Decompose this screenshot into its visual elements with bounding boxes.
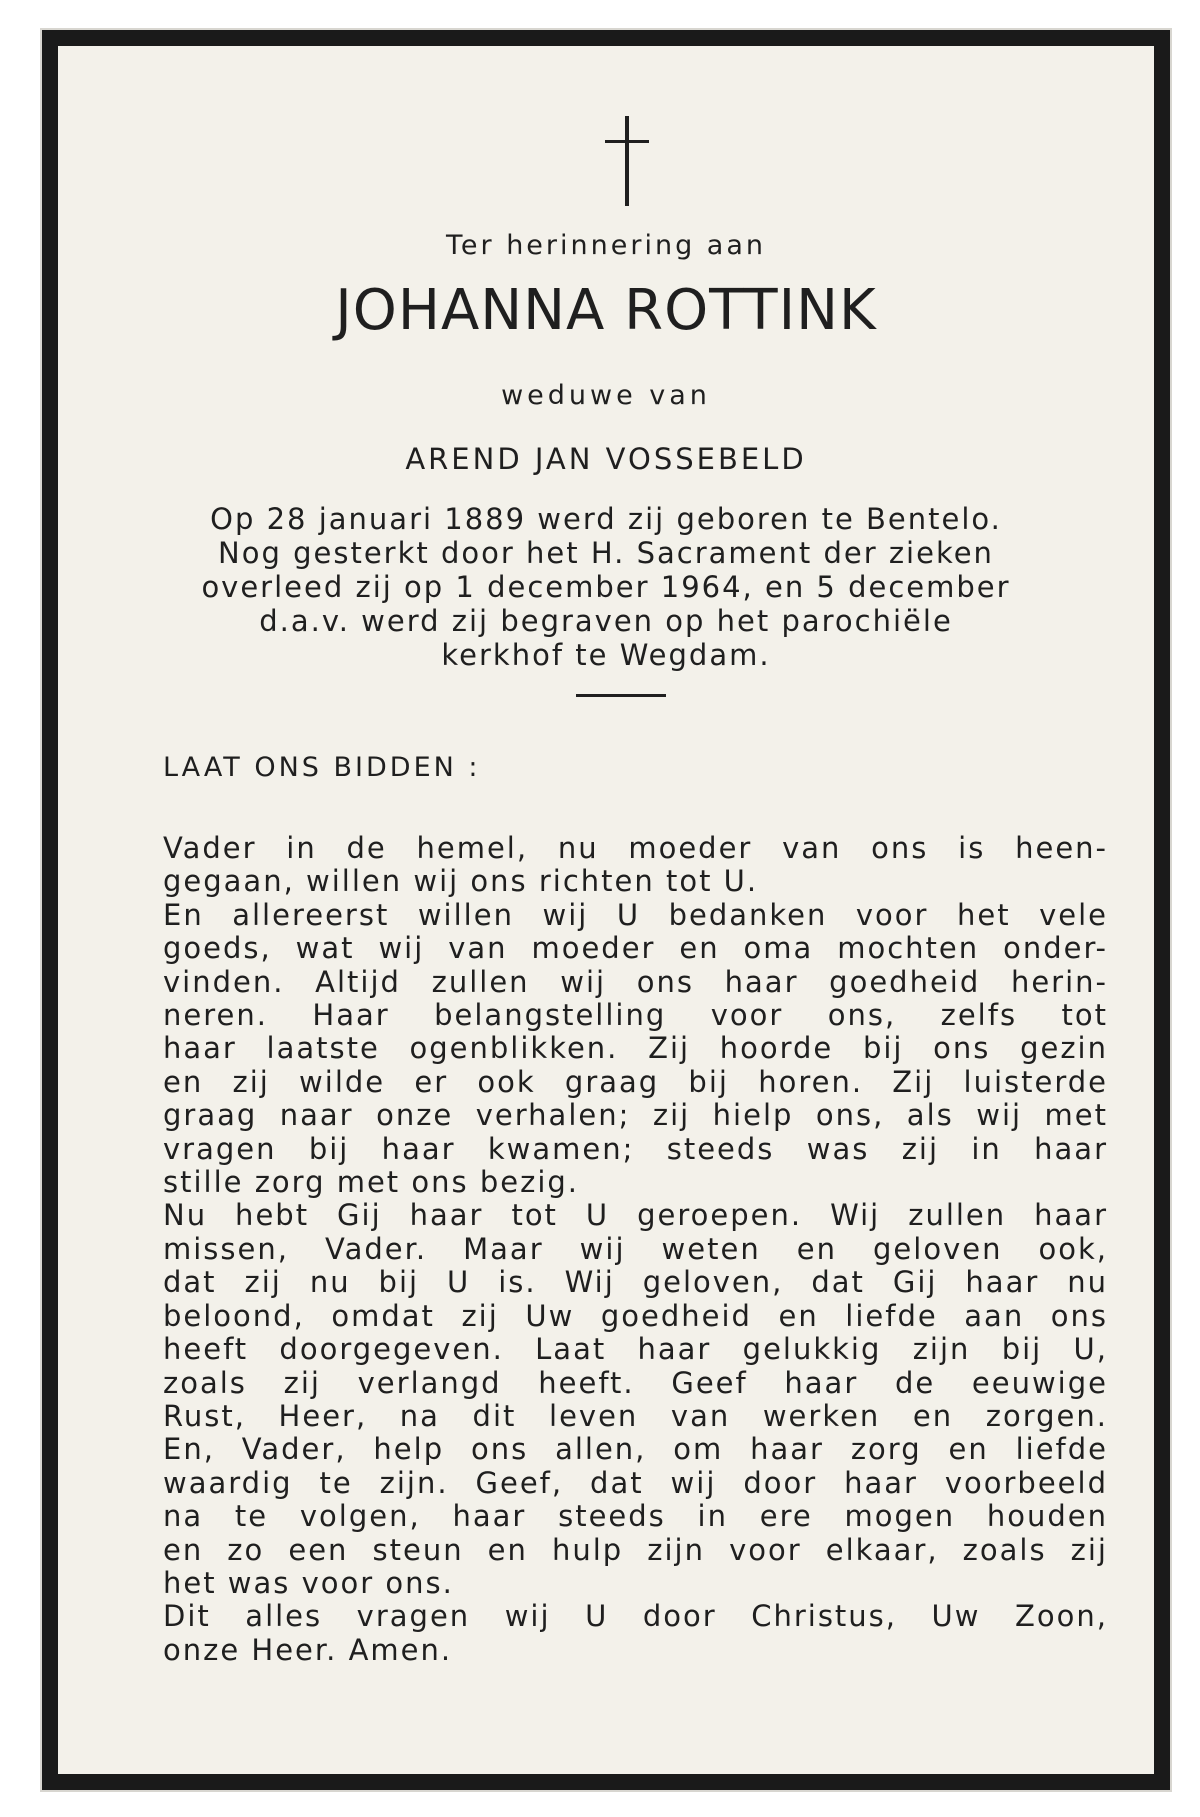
prayer-text xyxy=(163,832,1108,1667)
prayer-line: beloond, omdat zij Uw goedheid en liefde aan ons xyxy=(163,1298,1108,1333)
cross-icon xyxy=(605,116,649,206)
memorial-card xyxy=(42,30,1170,1790)
prayer-line: heeft doorgegeven. Laat haar gelukkig zijn bij U, xyxy=(163,1332,1108,1367)
prayer-line: gegaan, willen wij ons richten tot U. xyxy=(163,864,759,899)
prayer-line: waardig te zijn. Geef, dat wij door haar voorbeeld xyxy=(163,1465,1108,1500)
card-content xyxy=(58,46,1154,1774)
prayer-line: En allereerst willen wij U bedanken voor het vele xyxy=(163,897,1108,932)
spouse-name: AREND JAN VOSSEBELD xyxy=(405,442,807,476)
prayer-line: stille zorg met ons bezig. xyxy=(163,1165,580,1200)
prayer-line: haar laatste ogenblikken. Zij hoorde bij ons gezin xyxy=(163,1031,1108,1066)
prayer-line: vinden. Altijd zullen wij ons haar goedheid herin- xyxy=(163,964,1108,999)
intro-text: Ter herinnering aan xyxy=(446,230,766,261)
prayer-line: het was voor ons. xyxy=(163,1565,454,1600)
divider-line xyxy=(576,694,666,697)
bio-line: overleed zij op 1 december 1964, en 5 december xyxy=(201,570,1011,604)
prayer-line: na te volgen, haar steeds in ere mogen houden xyxy=(163,1499,1108,1534)
prayer-line: en zij wilde er ook graag bij horen. Zij luisterde xyxy=(163,1064,1108,1099)
prayer-line: Rust, Heer, na dit leven van werken en zorgen. xyxy=(163,1398,1108,1433)
prayer-line: onze Heer. Amen. xyxy=(163,1632,453,1667)
prayer-line: graag naar onze verhalen; zij hielp ons, als wij met xyxy=(163,1098,1108,1133)
prayer-line: Vader in de hemel, nu moeder van ons is heen- xyxy=(163,831,1108,865)
prayer-line: zoals zij verlangd heeft. Geef haar de eeuwige xyxy=(163,1365,1108,1400)
prayer-line: neren. Haar belangstelling voor ons, zelfs tot xyxy=(163,998,1108,1033)
prayer-line: dat zij nu bij U is. Wij geloven, dat Gij haar nu xyxy=(163,1265,1108,1300)
bio-line: kerkhof te Wegdam. xyxy=(441,638,771,672)
widow-of-text: weduwe van xyxy=(501,380,711,411)
prayer-line: goeds, wat wij van moeder en oma mochten onder- xyxy=(163,931,1108,966)
prayer-line: en zo een steun en hulp zijn voor elkaar, zoals zij xyxy=(163,1532,1108,1567)
biography xyxy=(58,502,1154,672)
prayer-line: Dit alles vragen wij U door Christus, Uw Zoon, xyxy=(163,1599,1108,1634)
prayer-line: missen, Vader. Maar wij weten en geloven ook, xyxy=(163,1231,1108,1266)
bio-line: d.a.v. werd zij begraven op het parochiële xyxy=(259,604,953,638)
deceased-name: JOHANNA ROTTINK xyxy=(335,278,877,343)
prayer-line: Nu hebt Gij haar tot U geroepen. Wij zullen haar xyxy=(163,1198,1108,1233)
bio-line: Nog gesterkt door het H. Sacrament der zieken xyxy=(218,536,994,570)
prayer-heading: LAAT ONS BIDDEN : xyxy=(163,752,481,783)
prayer-line: En, Vader, help ons allen, om haar zorg en liefde xyxy=(163,1432,1108,1467)
bio-line: Op 28 januari 1889 werd zij geboren te Bentelo. xyxy=(210,502,1002,536)
prayer-line: vragen bij haar kwamen; steeds was zij in haar xyxy=(163,1131,1108,1166)
